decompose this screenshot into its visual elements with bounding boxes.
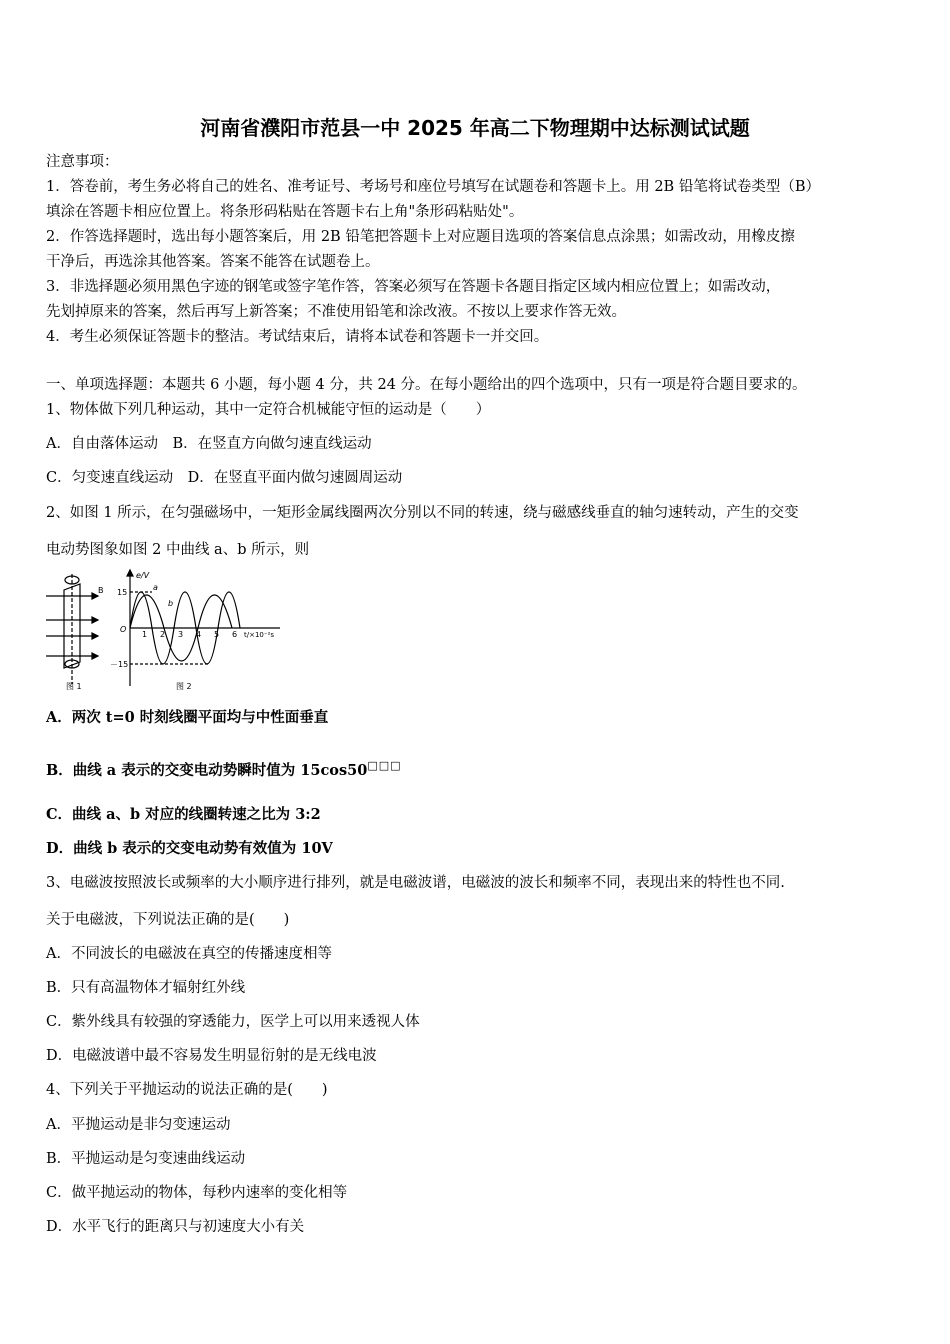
- tick-6: 6: [232, 630, 238, 639]
- tick-2: 2: [160, 630, 166, 639]
- notice-heading: 注意事项：: [46, 154, 119, 170]
- page-title: 河南省濮阳市范县一中 2025 年高二下物理期中达标测试试题: [200, 116, 750, 140]
- q3-option-c: C．紫外线具有较强的穿透能力，医学上可以用来透视人体: [46, 1014, 420, 1030]
- tick-5: 5: [214, 630, 220, 639]
- tick-3: 3: [178, 630, 184, 639]
- fig2-label: 图 2: [176, 682, 192, 691]
- q1-stem: 1、物体做下列几种运动，其中一定符合机械能守恒的运动是（ ）: [46, 402, 491, 418]
- y-bottom-label: －15: [110, 660, 129, 669]
- q3-stem-2: 关于电磁波，下列说法正确的是( ): [46, 912, 290, 928]
- notice-line-5: 3．非选择题必须用黑色字迹的钢笔或签字笔作答，答案必须写在答题卡各题目指定区域内相应位置上；如需改动，: [46, 279, 781, 295]
- curve-b-label: b: [168, 599, 174, 608]
- q2-option-d: D．曲线 b 表示的交变电动势有效值为 10V: [46, 840, 333, 857]
- q4-stem: 4、下列关于平抛运动的说法正确的是( ): [46, 1082, 328, 1098]
- origin-label: O: [120, 625, 127, 634]
- y-top-label: 15: [117, 588, 128, 597]
- q1-options-cd: C．匀变速直线运动 D．在竖直平面内做匀速圆周运动: [46, 470, 403, 486]
- y-axis-label: e/V: [136, 571, 150, 580]
- q4-option-c: C．做平抛运动的物体，每秒内速率的变化相等: [46, 1185, 348, 1201]
- label-b: B: [98, 586, 104, 595]
- q2-option-a: A．两次 t=0 时刻线圈平面均与中性面垂直: [46, 709, 329, 726]
- q3-option-a: A．不同波长的电磁波在真空的传播速度相等: [46, 946, 332, 962]
- q4-option-b: B．平抛运动是匀变速曲线运动: [46, 1151, 246, 1167]
- q2-stem-2: 电动势图象如图 2 中曲线 a、b 所示，则: [46, 542, 310, 558]
- q2-stem-1: 2、如图 1 所示，在匀强磁场中，一矩形金属线圈两次分别以不同的转速，绕与磁感线垂直的轴匀速转动，产生的交变: [46, 505, 799, 521]
- q3-option-d: D．电磁波谱中最不容易发生明显衍射的是无线电波: [46, 1048, 377, 1064]
- q3-stem-1: 3、电磁波按照波长或频率的大小顺序进行排列，就是电磁波谱，电磁波的波长和频率不同，表现出来的特性也不同.: [46, 875, 785, 891]
- notice-line-7: 4．考生必须保证答题卡的整洁。考试结束后，请将本试卷和答题卡一并交回。: [46, 329, 549, 345]
- notice-line-6: 先划掉原来的答案，然后再写上新答案；不准使用铅笔和涂改液。不按以上要求作答无效。: [46, 304, 626, 320]
- notice-line-1: 1．答卷前，考生务必将自己的姓名、准考证号、考场号和座位号填写在试题卷和答题卡上。用 2B 铅笔将试卷类型（B）: [46, 179, 820, 195]
- q2-option-c: C．曲线 a、b 对应的线圈转速之比为 3:2: [46, 806, 321, 823]
- q2-figure: [40, 566, 290, 692]
- q4-option-a: A．平抛运动是非匀变速运动: [46, 1117, 231, 1133]
- tick-1: 1: [142, 630, 148, 639]
- q2-option-b: [46, 756, 402, 781]
- notice-line-4: 干净后，再选涂其他答案。答案不能答在试题卷上。: [46, 254, 380, 270]
- q2-option-b-boxes: □□□: [367, 759, 402, 772]
- q1-options-ab: A．自由落体运动 B．在竖直方向做匀速直线运动: [46, 436, 372, 452]
- notice-line-3: 2．作答选择题时，选出每小题答案后，用 2B 铅笔把答题卡上对应题目选项的答案信息点涂黑；如需改动，用橡皮擦: [46, 229, 795, 245]
- q4-option-d: D．水平飞行的距离只与初速度大小有关: [46, 1219, 305, 1235]
- tick-4: 4: [196, 630, 202, 639]
- section-heading: 一、单项选择题：本题共 6 小题，每小题 4 分，共 24 分。在每小题给出的四个选项中，只有一项是符合题目要求的。: [46, 377, 807, 393]
- x-axis-label: t/×10⁻²s: [244, 631, 275, 639]
- q3-option-b: B．只有高温物体才辐射红外线: [46, 980, 246, 996]
- q2-option-b-text: B．曲线 a 表示的交变电动势瞬时值为 15cos50: [46, 761, 368, 779]
- notice-line-2: 填涂在答题卡相应位置上。将条形码粘贴在答题卡右上角"条形码粘贴处"。: [46, 204, 524, 220]
- fig1-label: 图 1: [66, 682, 82, 691]
- curve-a-label: a: [153, 583, 158, 592]
